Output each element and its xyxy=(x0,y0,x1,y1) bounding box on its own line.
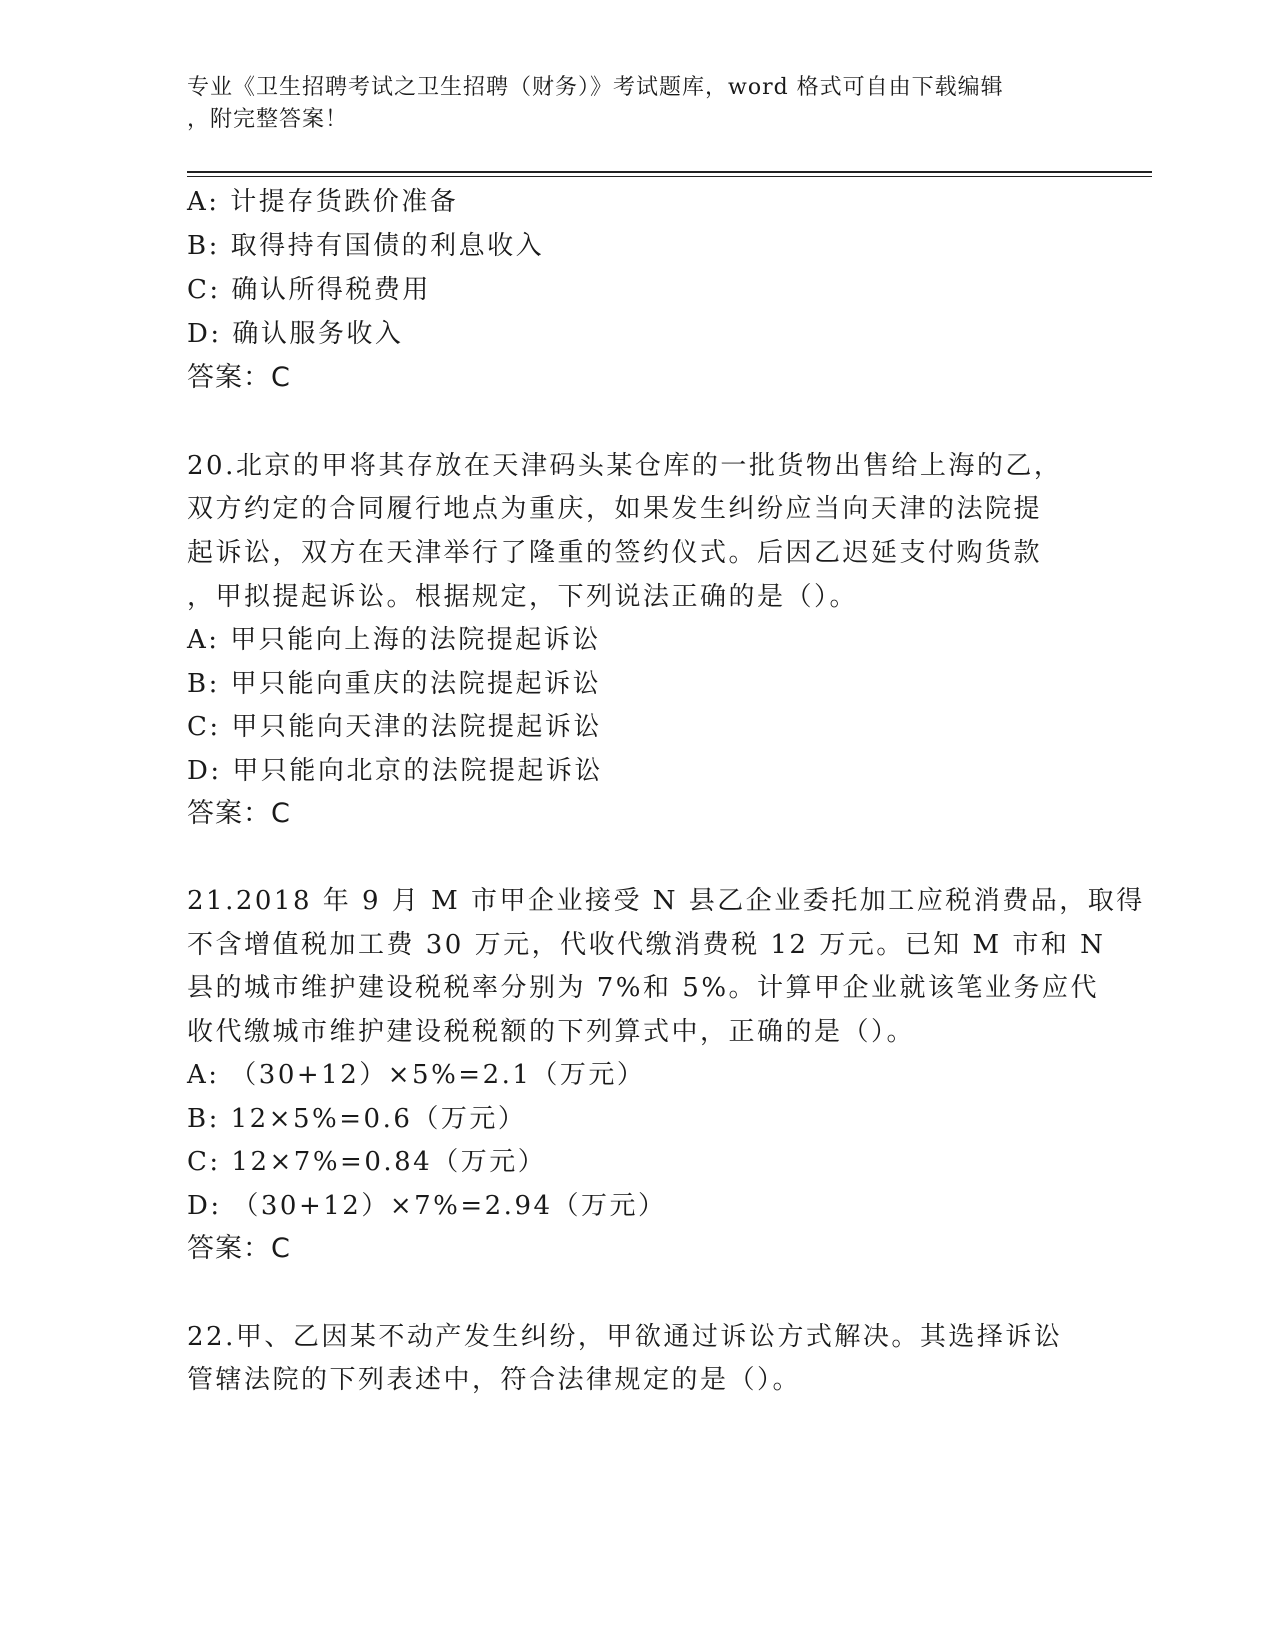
q21-option-d: D: （30+12）×7%=2.94（万元） xyxy=(187,1191,667,1221)
q21-answer: 答案：C xyxy=(187,1233,291,1264)
q20-answer: 答案：C xyxy=(187,798,291,829)
q21-stem-line-2: 不含增值税加工费 30 万元，代收代缴消费税 12 万元。已知 M 市和 N xyxy=(187,930,1106,960)
q20-stem-line-3: 起诉讼，双方在天津举行了隆重的签约仪式。后因乙迟延支付购货款 xyxy=(187,538,1043,568)
q19-option-a: A: 计提存货跌价准备 xyxy=(187,187,459,217)
q21-stem-line-4: 收代缴城市维护建设税税额的下列算式中，正确的是（）。 xyxy=(187,1017,916,1047)
q21-stem-line-1: 21.2018 年 9 月 M 市甲企业接受 N 县乙企业委托加工应税消费品，取得 xyxy=(187,886,1145,916)
q20-option-a: A: 甲只能向上海的法院提起诉讼 xyxy=(187,625,601,655)
q20-stem-line-1: 20.北京的甲将其存放在天津码头某仓库的一批货物出售给上海的乙， xyxy=(187,451,1063,481)
q19-option-b: B: 取得持有国债的利息收入 xyxy=(187,231,545,261)
q21-option-a: A: （30+12）×5%=2.1（万元） xyxy=(187,1060,646,1090)
header-title-line-2: ，附完整答案！ xyxy=(187,107,349,132)
q20-stem-line-2: 双方约定的合同履行地点为重庆，如果发生纠纷应当向天津的法院提 xyxy=(187,494,1043,524)
q20-option-c: C: 甲只能向天津的法院提起诉讼 xyxy=(187,712,602,742)
q19-option-d: D: 确认服务收入 xyxy=(187,319,404,349)
q20-stem-line-4: ，甲拟提起诉讼。根据规定，下列说法正确的是（）。 xyxy=(187,582,859,612)
q21-option-b: B: 12×5%=0.6（万元） xyxy=(187,1104,527,1134)
header-rule-thin xyxy=(187,176,1152,177)
q19-answer: 答案：C xyxy=(187,362,291,393)
header-title-line-1: 专业《卫生招聘考试之卫生招聘（财务）》考试题库，word 格式可自由下载编辑 xyxy=(187,75,1004,100)
q20-option-d: D: 甲只能向北京的法院提起诉讼 xyxy=(187,756,603,786)
q19-option-c: C: 确认所得税费用 xyxy=(187,275,431,305)
header-rule-thick xyxy=(187,171,1152,173)
q22-stem-line-1: 22.甲、乙因某不动产发生纠纷，甲欲通过诉讼方式解决。其选择诉讼 xyxy=(187,1322,1063,1352)
q21-stem-line-3: 县的城市维护建设税税率分别为 7%和 5%。计算甲企业就该笔业务应代 xyxy=(187,973,1100,1003)
q20-option-b: B: 甲只能向重庆的法院提起诉讼 xyxy=(187,669,602,699)
q22-stem-line-2: 管辖法院的下列表述中，符合法律规定的是（）。 xyxy=(187,1365,802,1395)
q21-option-c: C: 12×7%=0.84（万元） xyxy=(187,1147,547,1177)
